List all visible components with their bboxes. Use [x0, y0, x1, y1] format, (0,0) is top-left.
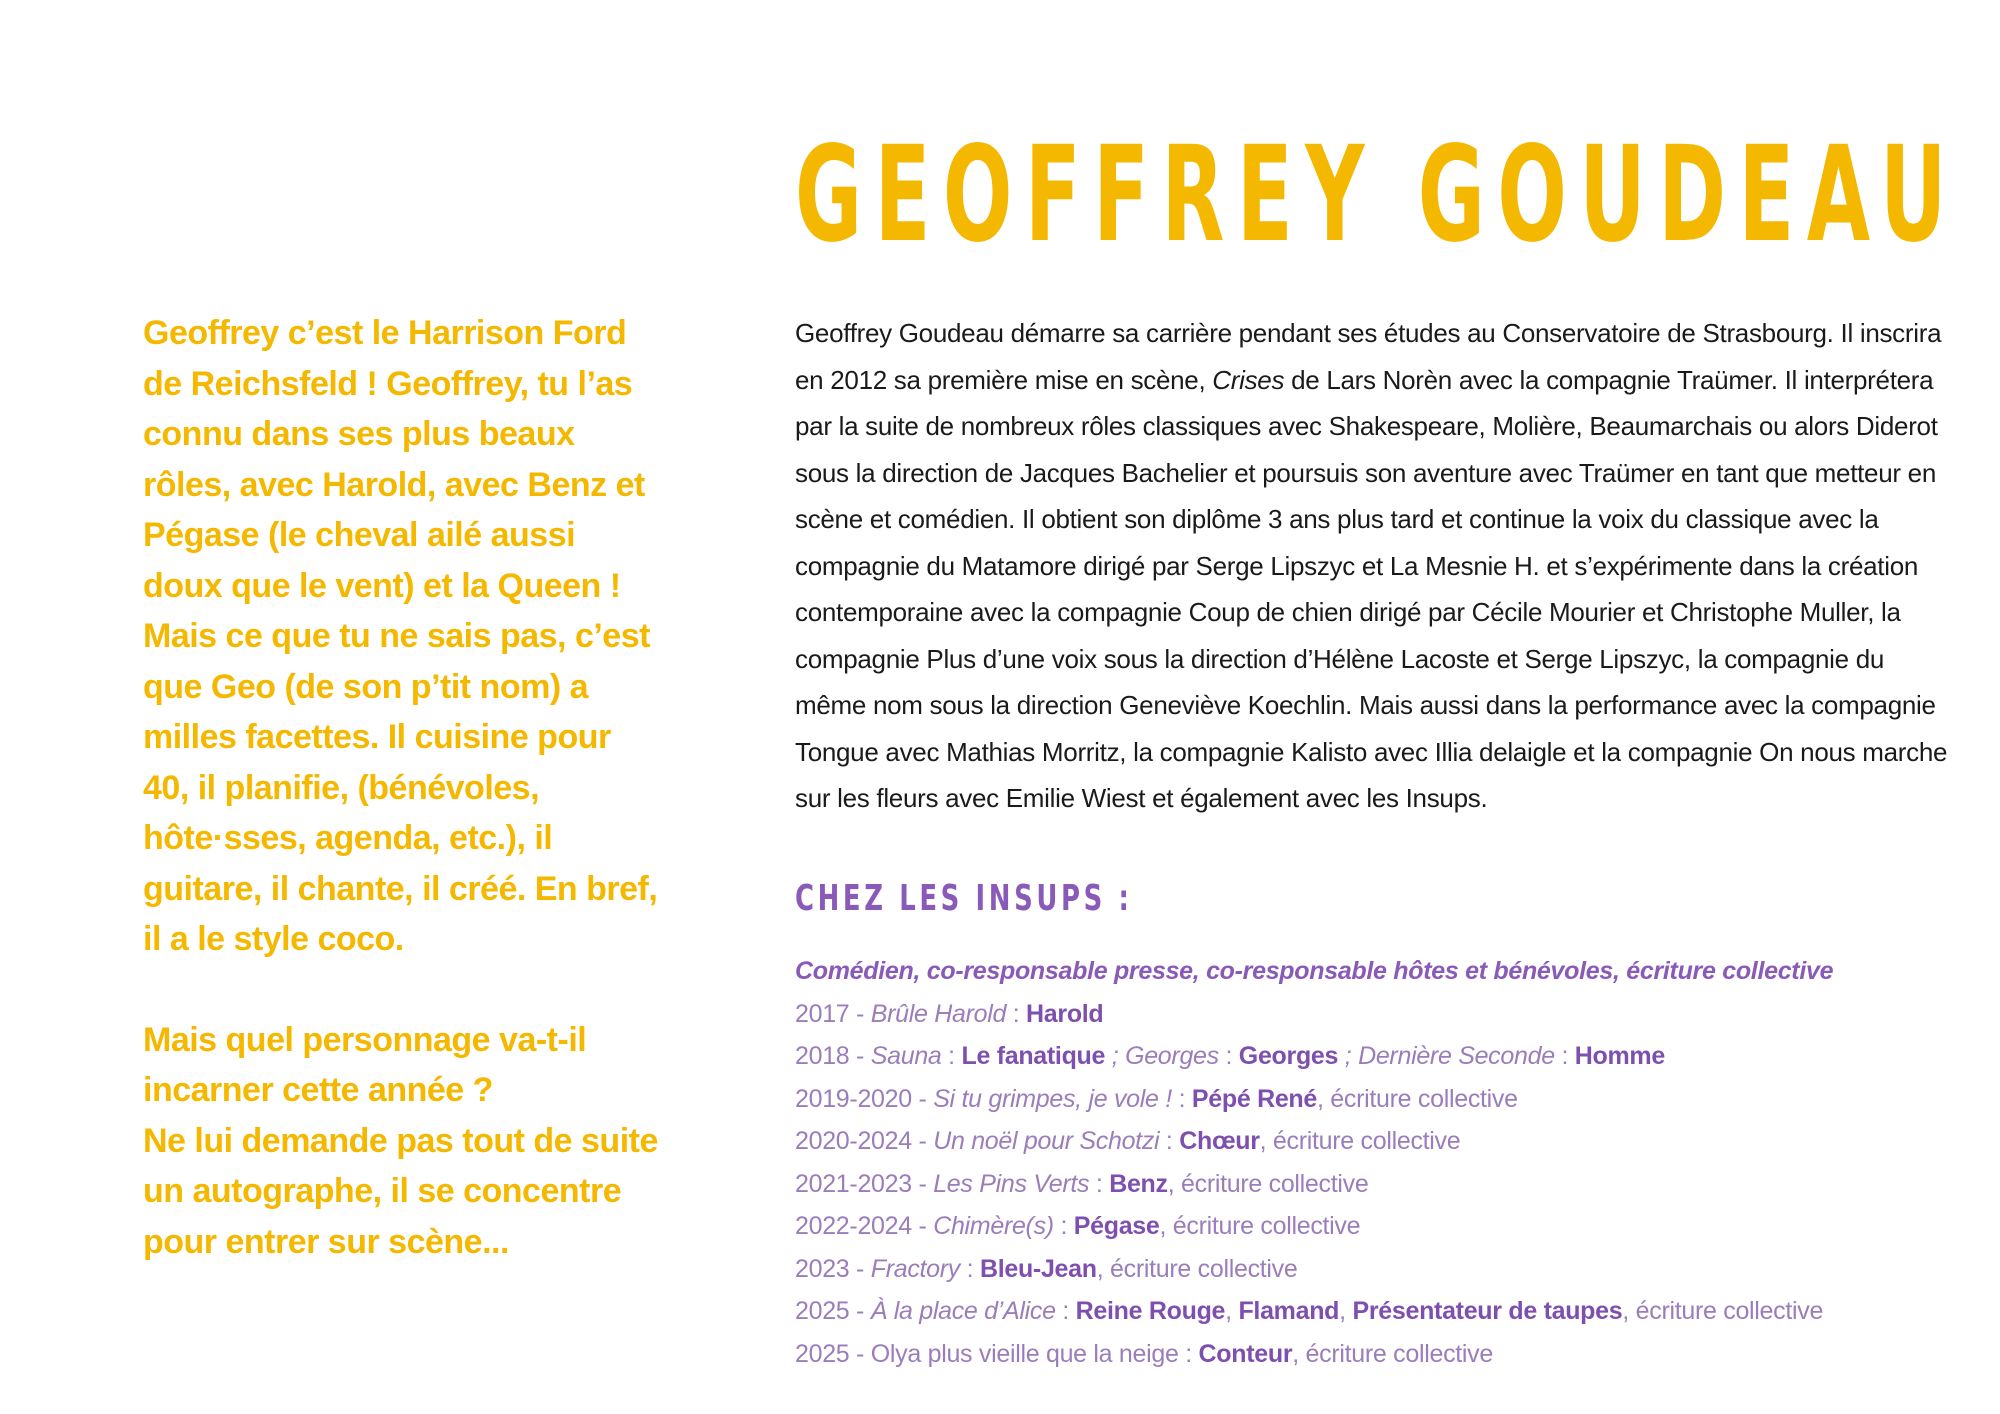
- role-item: 2019-2020 - Si tu grimpes, je vole ! : Pépé René, écriture collective: [795, 1084, 1518, 1113]
- page-title: GEOFFREY GOUDEAU: [795, 118, 1959, 272]
- role-item: 2025 - Olya plus vieille que la neige : Conteur, écriture collective: [795, 1339, 1493, 1368]
- role-item: 2020-2024 - Un noël pour Schotzi : Chœur, écriture collective: [795, 1127, 1461, 1155]
- roles-list: [795, 950, 1975, 1375]
- biography: [795, 310, 1955, 822]
- role-item: 2021-2023 - Les Pins Verts : Benz, écriture collective: [795, 1169, 1369, 1198]
- roles-summary: Comédien, co-responsable presse, co-responsable hôtes et bénévoles, écriture collective: [795, 957, 1834, 985]
- bio-part-2: de Lars Norèn avec la compagnie Traümer. Il interprétera par la suite de nombreux rôles classiques avec Shakespeare, Molière, Beaumarchais ou alors Diderot sous la direction de Jacques Bachelier et poursuis son aventure avec Traümer en tant que metteur en scène et comédien. Il obtient son diplôme 3 ans plus tard et continue la voix du classique avec la compagnie du Matamore dirigé par Serge Lipszyc et La Mesnie H. et s’expérimente dans la création contemporaine avec la compagnie Coup de chien dirigé par Cécile Mourier et Christophe Muller, la compagnie Plus d’une voix sous la direction d’Hélène Lacoste et Serge Lipszyc, la compagnie du même nom sous la direction Geneviève Koechlin. Mais aussi dans la performance avec la compagnie Tongue avec Mathias Morritz, la compagnie Kalisto avec Illia delaigle et la compagnie On nous marche sur les fleurs avec Emilie Wiest et également avec les Insups.: [795, 364, 1948, 813]
- role-item: 2017 - Brûle Harold : Harold: [795, 999, 1104, 1028]
- section-heading: CHEZ LES INSUPS :: [795, 878, 1133, 919]
- bio-play-title: Crises: [1212, 364, 1285, 395]
- biography-paragraph: [795, 310, 1955, 822]
- role-item: 2018 - Sauna : Le fanatique ; Georges : Georges ; Dernière Seconde : Homme: [795, 1042, 1665, 1070]
- bio-part-1: Geoffrey Goudeau démarre sa carrière pendant ses études au Conservatoire de Strasbourg. Il inscrira en 2012 sa première mise en scène,: [795, 318, 1942, 395]
- teaser-closing: Ne lui demande pas tout de suite un autographe, il se concentre pour entrer sur scène...: [143, 1121, 658, 1261]
- paragraph-gap: [143, 965, 663, 1015]
- teaser-text: [143, 308, 663, 1267]
- teaser-paragraph: Geoffrey c’est le Harrison Ford de Reichsfeld ! Geoffrey, tu l’as connu dans ses plus beaux rôles, avec Harold, avec Benz et Pégase (le cheval ailé aussi doux que le vent) et la Queen ! Mais ce que tu ne sais pas, c’est que Geo (de son p’tit nom) a milles facettes. Il cuisine pour 40, il planifie, (bénévoles, hôte·sses, agenda, etc.), il guitare, il chante, il créé. En bref, il a le style coco.: [143, 314, 658, 958]
- teaser-question: Mais quel personnage va-t-il incarner cette année ?: [143, 1020, 587, 1109]
- role-item: 2022-2024 - Chimère(s) : Pégase, écriture collective: [795, 1212, 1361, 1240]
- role-item: 2023 - Fractory : Bleu-Jean, écriture collective: [795, 1254, 1298, 1283]
- role-item: 2025 - À la place d’Alice : Reine Rouge, Flamand, Présentateur de taupes, écriture collective: [795, 1297, 1824, 1325]
